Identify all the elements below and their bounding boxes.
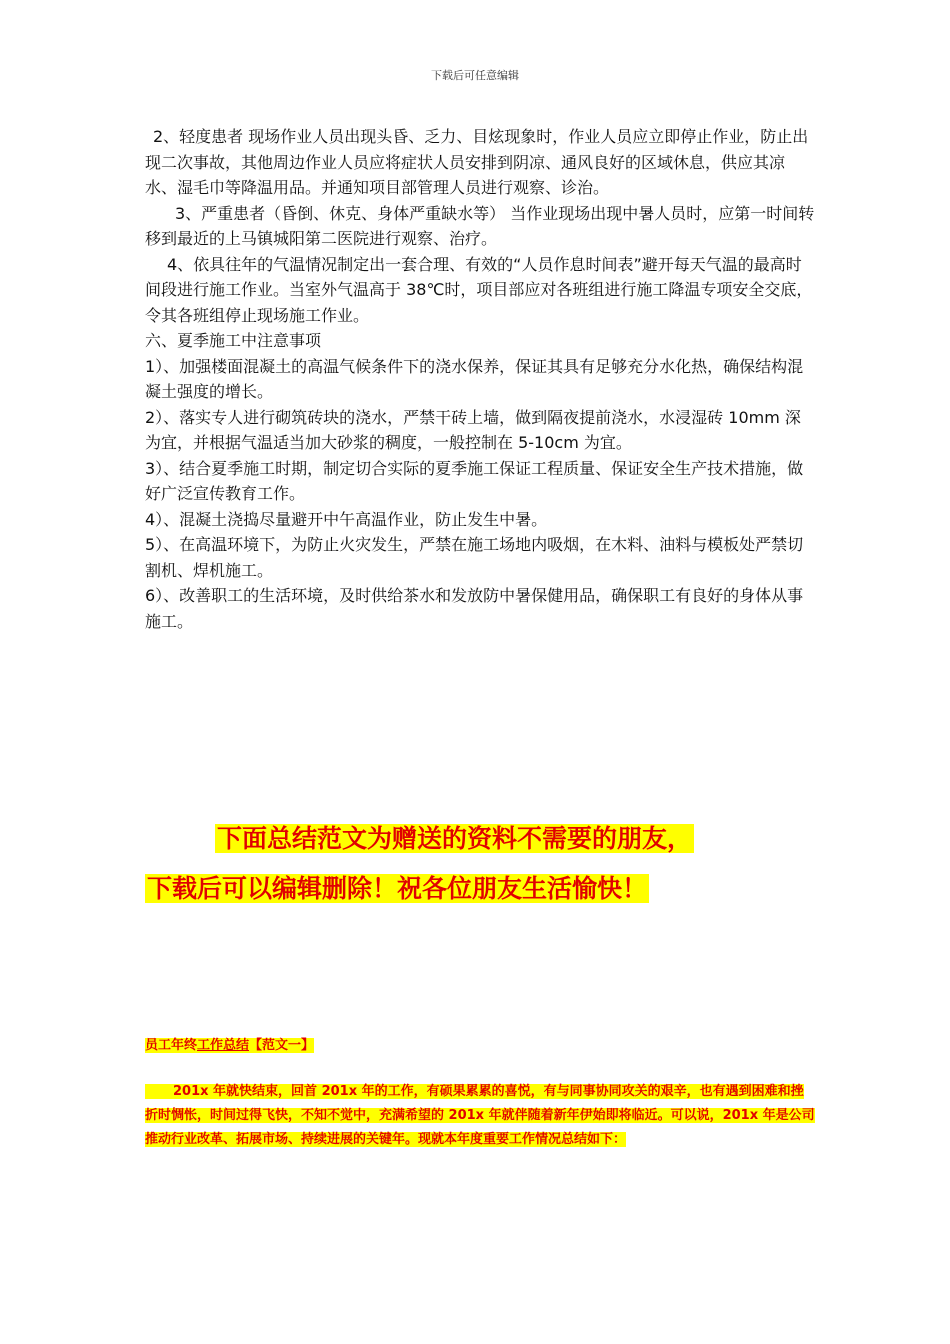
list-item: 5）、在高温环境下，为防止火灾发生，严禁在施工场地内吸烟，在木料、油料与模板处严禁切割机、焊机施工。 [145,535,804,580]
paragraph-severe-patient: 3、严重患者（昏倒、休克、身体严重缺水等） 当作业现场出现中暑人员时，应第一时间转移到最近的上马镇城阳第二医院进行观察、治疗。 [145,203,815,248]
list-item: 1）、加强楼面混凝土的高温气候条件下的浇水保养，保证其具有足够充分水化热，确保结构混凝土强度的增长。 [145,356,804,401]
promo-line-2 [0,872,950,906]
promo-text-2: 下载后可以编辑删除！祝各位朋友生活愉快！ [147,874,648,903]
sample-title [145,1034,314,1053]
sample-title-link[interactable]: 工作总结 [197,1038,250,1053]
list-item: 3）、结合夏季施工时期，制定切合实际的夏季施工保证工程质量、保证安全生产技术措施，做好广泛宣传教育工作。 [145,458,804,503]
sample-body-text: 201x 年就快结束，回首 201x 年的工作，有硕果累累的喜悦，有与同事协同攻关的艰辛，也有遇到困难和挫折时惆怅，时间过得飞快，不知不觉中，充满希望的 201x 年就伴随着新年伊始即将临近。可以说，201x 年是公司推动行业改革、拓展市场、持续进展的关键年。现就本年度重要工作情况总结如下： [145,1084,815,1147]
paragraph-schedule: 4、依具往年的气温情况制定出一套合理、有效的“人员作息时间表”避开每天气温的最高时间段进行施工作业。当室外气温高于 38℃时，项目部应对各班组进行施工降温专项安全交底，令其各班组停止现场施工作业。 [145,254,813,325]
list-item: 6）、改善职工的生活环境，及时供给茶水和发放防中暑保健用品，确保职工有良好的身体从事施工。 [145,586,804,631]
sample-title-suffix: 【范文一】 [249,1038,315,1053]
list-item: 4）、混凝土浇捣尽量避开中午高温作业，防止发生中暑。 [145,509,548,529]
sample-title-prefix: 员工年终 [145,1038,198,1053]
promo-text-1: 下面总结范文为赠送的资料不需要的朋友， [217,824,693,853]
section-heading: 六、夏季施工中注意事项 [145,331,322,350]
promo-line-1 [0,822,950,856]
page-header: 下载后可任意编辑 [431,69,519,82]
list-item: 2）、落实专人进行砌筑砖块的浇水，严禁干砖上墙，做到隔夜提前浇水，水浸湿砖 10mm 深为宜，并根据气温适当加大砂浆的稠度，一般控制在 5-10cm 为宜。 [145,407,801,452]
body-text [145,124,815,634]
paragraph-mild-patient: 2、轻度患者 现场作业人员出现头昏、乏力、目炫现象时，作业人员应立即停止作业，防止出现二次事故，其他周边作业人员应将症状人员安排到阴凉、通风良好的区域休息，供应其凉水、湿毛巾等降温用品。并通知项目部管理人员进行观察、诊治。 [145,127,809,197]
sample-body [145,1080,815,1152]
